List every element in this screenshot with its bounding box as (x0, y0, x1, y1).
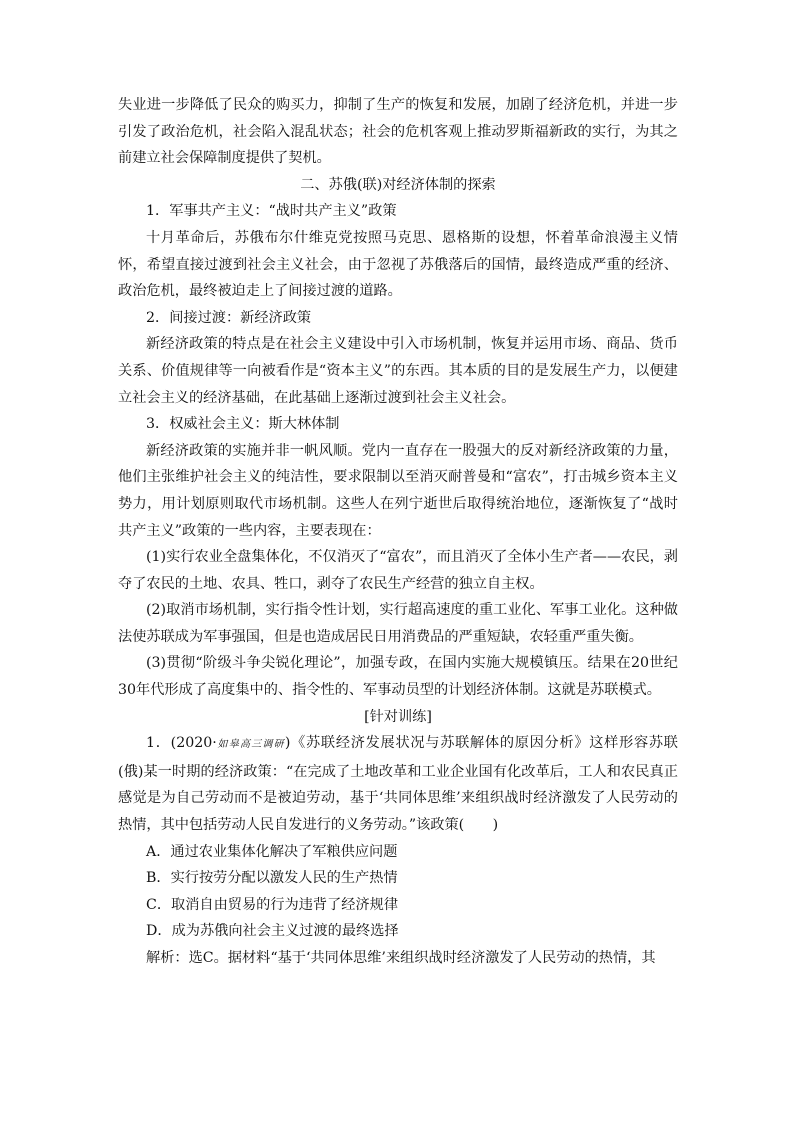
list-item: (1)实行农业全盘集体化，不仅消灭了“富农”，而且消灭了全体小生产者——农民，剥夺了农民的土地、农具、牲口，剥夺了农民生产经营的独立自主权。 (118, 549, 678, 592)
analysis-text: 解析：选C。据材料“基于‘共同体思维’来组织战时经济激发了人民劳动的热情，其 (146, 950, 656, 966)
subsection-heading-1: 1．军事共产主义：“战时共产主义”政策 (146, 203, 397, 220)
practice-tag: [针对训练] (364, 708, 432, 725)
question-body: )《苏联经济发展状况与苏联解体的原因分析》这样形容苏联(俄)某一时期的经济政策：“在完成了土地改革和工业企业国有化改革后，工人和农民真正感觉是为自己劳动而不是被迫劳动，基于‘共同体思维’来组织战时经济激发了人民劳动的热情，其中包括劳动人民自发进行的义务劳动。”该政策( ) (118, 735, 678, 834)
option-a: A．通过农业集体化解决了军粮供应问题 (146, 843, 398, 860)
option-d: D．成为苏俄向社会主义过渡的最终选择 (146, 923, 399, 940)
list-item: (3)贯彻“阶级斗争尖锐化理论”，加强专政，在国内实施大规模镇压。结果在20世纪30年代形成了高度集中的、指令性的、军事动员型的计划经济体制。这就是苏联模式。 (118, 655, 678, 699)
question-source: 如皋高三调研 (216, 739, 285, 751)
document-page (118, 92, 678, 972)
subsection-text-3: 新经济政策的实施并非一帆风顺。党内一直存在一股强大的反对新经济政策的力量，他们主张维护社会主义的纯洁性，要求限制以至消灭耐普曼和“富农”，打击城乡资本主义势力，用计划原则取代市场机制。这些人在列宁逝世后取得统治地位，逐渐恢复了“战时共产主义”政策的一些内容，主要表现在： (118, 442, 678, 539)
intro-paragraph: 失业进一步降低了民众的购买力，抑制了生产的恢复和发展，加剧了经济危机，并进一步引发了政治危机，社会陷入混乱状态；社会的危机客观上推动罗斯福新政的实行，为其之前建立社会保障制度提供了契机。 (118, 97, 678, 167)
question-prefix: 1．(2020· (146, 735, 217, 752)
question-1 (118, 730, 678, 838)
section-title: 二、苏俄(联)对经济体制的探索 (300, 176, 496, 193)
subsection-text-2: 新经济政策的特点是在社会主义建设中引入市场机制，恢复并运用市场、商品、货币关系、价值规律等一向被看作是“资本主义”的东西。其本质的目的是发展生产力，以便建立社会主义的经济基础，在此基础上逐渐过渡到社会主义社会。 (118, 336, 678, 406)
list-item: (2)取消市场机制，实行指令性计划，实行超高速度的重工业化、军事工业化。这种做法使苏联成为军事强国，但是也造成居民日用消费品的严重短缺，农轻重严重失衡。 (118, 602, 678, 645)
option-b: B．实行按劳分配以激发人民的生产热情 (146, 870, 398, 887)
option-c: C．取消自由贸易的行为违背了经济规律 (146, 896, 399, 913)
subsection-heading-2: 2．间接过渡：新经济政策 (146, 309, 312, 326)
subsection-text-1: 十月革命后，苏俄布尔什维克党按照马克思、恩格斯的设想，怀着革命浪漫主义情怀，希望直接过渡到社会主义社会，由于忽视了苏俄落后的国情，最终造成严重的经济、政治危机，最终被迫走上了间接过渡的道路。 (118, 229, 678, 300)
subsection-heading-3: 3．权威社会主义：斯大林体制 (146, 416, 340, 433)
